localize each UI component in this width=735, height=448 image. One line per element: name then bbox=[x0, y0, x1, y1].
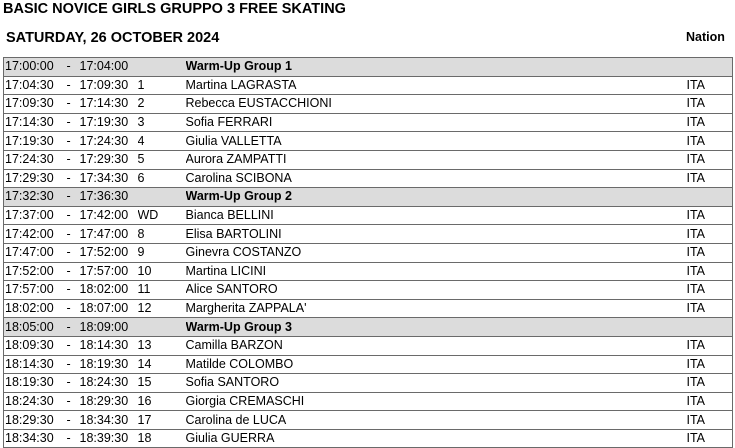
start-number: 5 bbox=[138, 150, 186, 169]
time-separator: - bbox=[64, 76, 80, 95]
time-separator: - bbox=[64, 392, 80, 411]
start-number: 9 bbox=[138, 243, 186, 262]
time-separator: - bbox=[64, 355, 80, 374]
end-time: 18:02:00 bbox=[80, 281, 138, 300]
time-separator: - bbox=[64, 281, 80, 300]
start-number bbox=[138, 318, 186, 337]
skater-name: Giulia GUERRA bbox=[186, 429, 687, 448]
table-row bbox=[4, 281, 733, 300]
end-time: 18:24:30 bbox=[80, 374, 138, 393]
nation: ITA bbox=[687, 281, 733, 300]
warmup-group-label: Warm-Up Group 1 bbox=[186, 58, 687, 77]
start-number: 16 bbox=[138, 392, 186, 411]
start-time: 18:29:30 bbox=[4, 411, 64, 430]
time-separator: - bbox=[64, 318, 80, 337]
nation: ITA bbox=[687, 336, 733, 355]
skater-name: Giulia VALLETTA bbox=[186, 132, 687, 151]
table-row bbox=[4, 113, 733, 132]
start-time: 18:34:30 bbox=[4, 429, 64, 448]
skater-name: Margherita ZAPPALA' bbox=[186, 299, 687, 318]
start-number: 8 bbox=[138, 225, 186, 244]
nation: ITA bbox=[687, 95, 733, 114]
time-separator: - bbox=[64, 262, 80, 281]
skater-name: Rebecca EUSTACCHIONI bbox=[186, 95, 687, 114]
schedule-body bbox=[4, 58, 733, 448]
end-time: 17:09:30 bbox=[80, 76, 138, 95]
nation bbox=[687, 188, 733, 207]
end-time: 18:34:30 bbox=[80, 411, 138, 430]
skater-name: Alice SANTORO bbox=[186, 281, 687, 300]
skater-name: Sofia FERRARI bbox=[186, 113, 687, 132]
nation: ITA bbox=[687, 76, 733, 95]
table-row bbox=[4, 262, 733, 281]
skater-name: Carolina SCIBONA bbox=[186, 169, 687, 188]
start-time: 17:42:00 bbox=[4, 225, 64, 244]
skater-name: Ginevra COSTANZO bbox=[186, 243, 687, 262]
end-time: 18:19:30 bbox=[80, 355, 138, 374]
nation-column-header: Nation bbox=[686, 30, 725, 44]
table-row bbox=[4, 411, 733, 430]
table-row bbox=[4, 392, 733, 411]
end-time: 17:47:00 bbox=[80, 225, 138, 244]
start-number: WD bbox=[138, 206, 186, 225]
time-separator: - bbox=[64, 299, 80, 318]
start-time: 17:37:00 bbox=[4, 206, 64, 225]
start-time: 18:14:30 bbox=[4, 355, 64, 374]
start-time: 17:47:00 bbox=[4, 243, 64, 262]
table-row bbox=[4, 206, 733, 225]
start-time: 17:04:30 bbox=[4, 76, 64, 95]
start-time: 17:32:30 bbox=[4, 188, 64, 207]
start-number bbox=[138, 188, 186, 207]
event-date: SATURDAY, 26 OCTOBER 2024 bbox=[6, 30, 220, 46]
warmup-row bbox=[4, 188, 733, 207]
end-time: 18:14:30 bbox=[80, 336, 138, 355]
table-row bbox=[4, 355, 733, 374]
skater-name: Sofia SANTORO bbox=[186, 374, 687, 393]
nation: ITA bbox=[687, 355, 733, 374]
skater-name: Elisa BARTOLINI bbox=[186, 225, 687, 244]
start-time: 17:52:00 bbox=[4, 262, 64, 281]
table-row bbox=[4, 76, 733, 95]
warmup-row bbox=[4, 318, 733, 337]
start-time: 17:14:30 bbox=[4, 113, 64, 132]
start-number: 17 bbox=[138, 411, 186, 430]
nation: ITA bbox=[687, 169, 733, 188]
start-time: 18:19:30 bbox=[4, 374, 64, 393]
end-time: 17:14:30 bbox=[80, 95, 138, 114]
skater-name: Camilla BARZON bbox=[186, 336, 687, 355]
skater-name: Aurora ZAMPATTI bbox=[186, 150, 687, 169]
table-row bbox=[4, 132, 733, 151]
end-time: 18:39:30 bbox=[80, 429, 138, 448]
nation: ITA bbox=[687, 150, 733, 169]
skater-name: Giorgia CREMASCHI bbox=[186, 392, 687, 411]
start-number: 4 bbox=[138, 132, 186, 151]
start-number: 6 bbox=[138, 169, 186, 188]
start-number: 14 bbox=[138, 355, 186, 374]
start-time: 17:29:30 bbox=[4, 169, 64, 188]
page-title: BASIC NOVICE GIRLS GRUPPO 3 FREE SKATING bbox=[3, 1, 346, 17]
nation: ITA bbox=[687, 411, 733, 430]
table-row bbox=[4, 429, 733, 448]
end-time: 18:09:00 bbox=[80, 318, 138, 337]
nation: ITA bbox=[687, 132, 733, 151]
nation bbox=[687, 318, 733, 337]
end-time: 17:19:30 bbox=[80, 113, 138, 132]
time-separator: - bbox=[64, 243, 80, 262]
end-time: 17:36:30 bbox=[80, 188, 138, 207]
end-time: 17:29:30 bbox=[80, 150, 138, 169]
skater-name: Martina LICINI bbox=[186, 262, 687, 281]
start-time: 18:02:00 bbox=[4, 299, 64, 318]
end-time: 17:24:30 bbox=[80, 132, 138, 151]
start-number: 11 bbox=[138, 281, 186, 300]
start-number: 2 bbox=[138, 95, 186, 114]
skater-name: Matilde COLOMBO bbox=[186, 355, 687, 374]
table-row bbox=[4, 299, 733, 318]
time-separator: - bbox=[64, 188, 80, 207]
start-time: 17:00:00 bbox=[4, 58, 64, 77]
start-number: 12 bbox=[138, 299, 186, 318]
start-number: 1 bbox=[138, 76, 186, 95]
nation: ITA bbox=[687, 392, 733, 411]
start-time: 18:05:00 bbox=[4, 318, 64, 337]
end-time: 17:42:00 bbox=[80, 206, 138, 225]
nation: ITA bbox=[687, 262, 733, 281]
nation bbox=[687, 58, 733, 77]
end-time: 18:29:30 bbox=[80, 392, 138, 411]
end-time: 18:07:00 bbox=[80, 299, 138, 318]
time-separator: - bbox=[64, 336, 80, 355]
warmup-group-label: Warm-Up Group 3 bbox=[186, 318, 687, 337]
start-time: 18:24:30 bbox=[4, 392, 64, 411]
start-number: 10 bbox=[138, 262, 186, 281]
nation: ITA bbox=[687, 243, 733, 262]
start-number: 13 bbox=[138, 336, 186, 355]
table-row bbox=[4, 150, 733, 169]
nation: ITA bbox=[687, 225, 733, 244]
start-number: 3 bbox=[138, 113, 186, 132]
table-row bbox=[4, 374, 733, 393]
nation: ITA bbox=[687, 299, 733, 318]
skater-name: Martina LAGRASTA bbox=[186, 76, 687, 95]
nation: ITA bbox=[687, 206, 733, 225]
warmup-row bbox=[4, 58, 733, 77]
table-row bbox=[4, 225, 733, 244]
end-time: 17:52:00 bbox=[80, 243, 138, 262]
start-time: 18:09:30 bbox=[4, 336, 64, 355]
end-time: 17:04:00 bbox=[80, 58, 138, 77]
start-number: 18 bbox=[138, 429, 186, 448]
warmup-group-label: Warm-Up Group 2 bbox=[186, 188, 687, 207]
nation: ITA bbox=[687, 429, 733, 448]
time-separator: - bbox=[64, 169, 80, 188]
start-time: 17:19:30 bbox=[4, 132, 64, 151]
skater-name: Carolina de LUCA bbox=[186, 411, 687, 430]
time-separator: - bbox=[64, 411, 80, 430]
start-time: 17:57:00 bbox=[4, 281, 64, 300]
time-separator: - bbox=[64, 206, 80, 225]
schedule-table bbox=[3, 57, 733, 448]
start-number: 15 bbox=[138, 374, 186, 393]
time-separator: - bbox=[64, 429, 80, 448]
time-separator: - bbox=[64, 225, 80, 244]
time-separator: - bbox=[64, 150, 80, 169]
start-time: 17:09:30 bbox=[4, 95, 64, 114]
table-row bbox=[4, 95, 733, 114]
time-separator: - bbox=[64, 95, 80, 114]
end-time: 17:57:00 bbox=[80, 262, 138, 281]
start-time: 17:24:30 bbox=[4, 150, 64, 169]
end-time: 17:34:30 bbox=[80, 169, 138, 188]
nation: ITA bbox=[687, 113, 733, 132]
nation: ITA bbox=[687, 374, 733, 393]
table-row bbox=[4, 336, 733, 355]
time-separator: - bbox=[64, 132, 80, 151]
table-row bbox=[4, 169, 733, 188]
start-number bbox=[138, 58, 186, 77]
time-separator: - bbox=[64, 374, 80, 393]
table-row bbox=[4, 243, 733, 262]
skater-name: Bianca BELLINI bbox=[186, 206, 687, 225]
time-separator: - bbox=[64, 113, 80, 132]
time-separator: - bbox=[64, 58, 80, 77]
